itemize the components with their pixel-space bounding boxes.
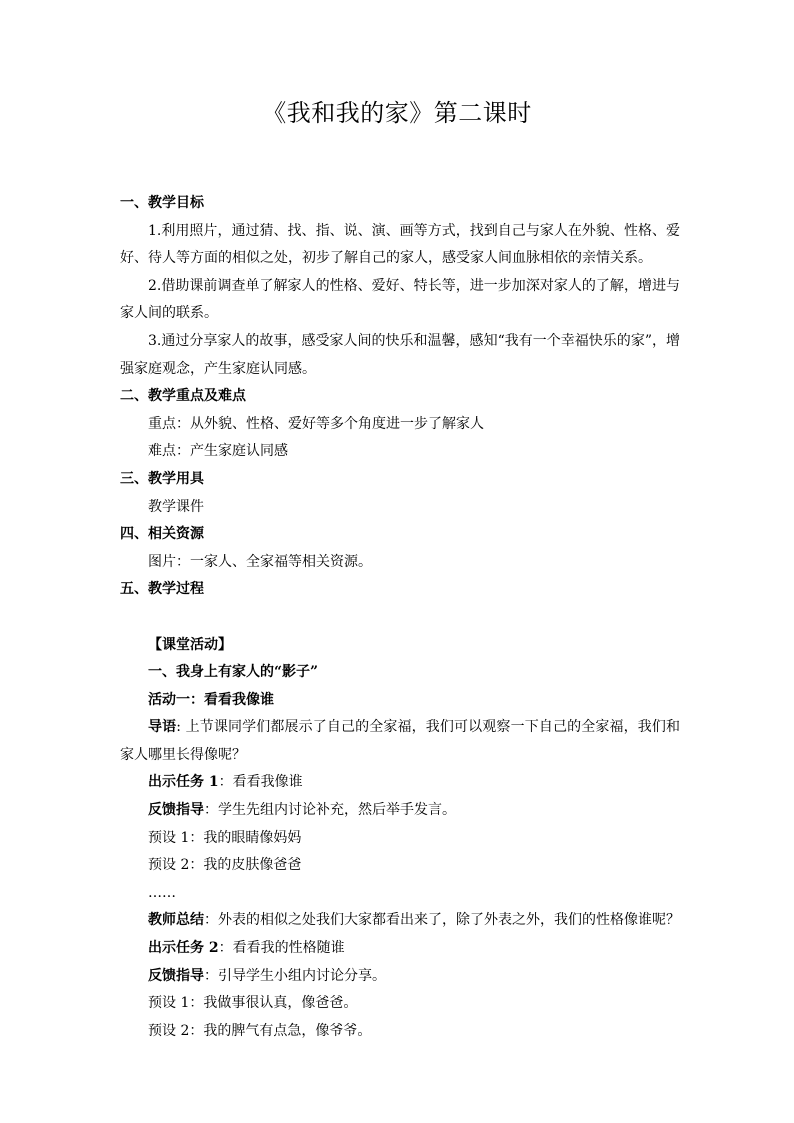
section-heading-resources: 四、相关资源	[120, 526, 204, 543]
key-point-line: 重点：从外貌、性格、爱好等多个角度进一步了解家人	[148, 415, 484, 432]
section-heading-teaching-tools: 三、教学用具	[120, 470, 204, 487]
preset-line-4: 预设 2：我的脾气有点急，像爷爷。	[148, 1022, 372, 1039]
task2-text: ：看看我的性格随谁	[218, 940, 345, 957]
ellipsis-line: ……	[148, 884, 176, 901]
guide-label: 导语	[148, 719, 177, 736]
part1-title: 一、我身上有家人的“影子”	[148, 664, 319, 681]
activity-block-title: 【课堂活动】	[148, 636, 232, 653]
summary-text: ：外表的相似之处我们大家都看出来了，除了外表之外，我们的性格像谁呢？	[204, 912, 680, 929]
teacher-summary-line	[120, 907, 680, 935]
document-body	[120, 190, 680, 1045]
goal-paragraph-2: 2.借助课前调查单了解家人的性格、爱好、特长等，进一步加深对家人的了解，增进与家人间的联系。	[120, 277, 680, 322]
feedback1-line	[120, 797, 680, 825]
difficulty-line: 难点：产生家庭认同感	[148, 443, 288, 460]
resources-line: 图片：一家人、全家福等相关资源。	[148, 553, 372, 570]
task2-line	[120, 935, 680, 963]
preset-line-1: 预设 1：我的眼睛像妈妈	[148, 829, 302, 846]
teaching-tools-line: 教学课件	[148, 498, 204, 515]
section-heading-key-points: 二、教学重点及难点	[120, 388, 246, 405]
feedback1-text: ：学生先组内讨论补充，然后举手发言。	[204, 802, 456, 819]
goal-paragraph-3: 3.通过分享家人的故事，感受家人间的快乐和温馨，感知“我有一个幸福快乐的家”，增强家庭观念，产生家庭认同感。	[120, 332, 680, 377]
feedback1-label: 反馈指导	[148, 802, 204, 819]
preset-line-2: 预设 2：我的皮肤像爸爸	[148, 857, 302, 874]
goal-paragraph-1: 1.利用照片，通过猜、找、指、说、演、画等方式，找到自己与家人在外貌、性格、爱好、待人等方面的相似之处，初步了解自己的家人，感受家人间血脉相依的亲情关系。	[120, 222, 680, 267]
document-title: 《我和我的家》第二课时	[262, 99, 532, 127]
task1-text: ：看看我像谁	[218, 774, 303, 791]
preset-line-3: 预设 1：我做事很认真，像爸爸。	[148, 995, 358, 1012]
activity1-title: 活动一：看看我像谁	[148, 691, 274, 708]
section-heading-teaching-goals: 一、教学目标	[120, 195, 204, 211]
task1-label: 出示任务 1	[148, 774, 219, 791]
feedback2-label: 反馈指导	[148, 967, 204, 984]
task1-line	[120, 769, 680, 797]
summary-label: 教师总结	[148, 912, 204, 929]
guide-text: : 上节课同学们都展示了自己的全家福，我们可以观察一下自己的全家福，我们和家人哪里长得像呢？	[120, 719, 680, 763]
feedback2-line	[120, 963, 680, 991]
feedback2-text: ：引导学生小组内讨论分享。	[204, 967, 386, 984]
task2-label: 出示任务 2	[148, 940, 219, 957]
guide-paragraph	[120, 714, 680, 769]
section-heading-teaching-process: 五、教学过程	[120, 581, 204, 598]
spacer	[120, 604, 680, 632]
